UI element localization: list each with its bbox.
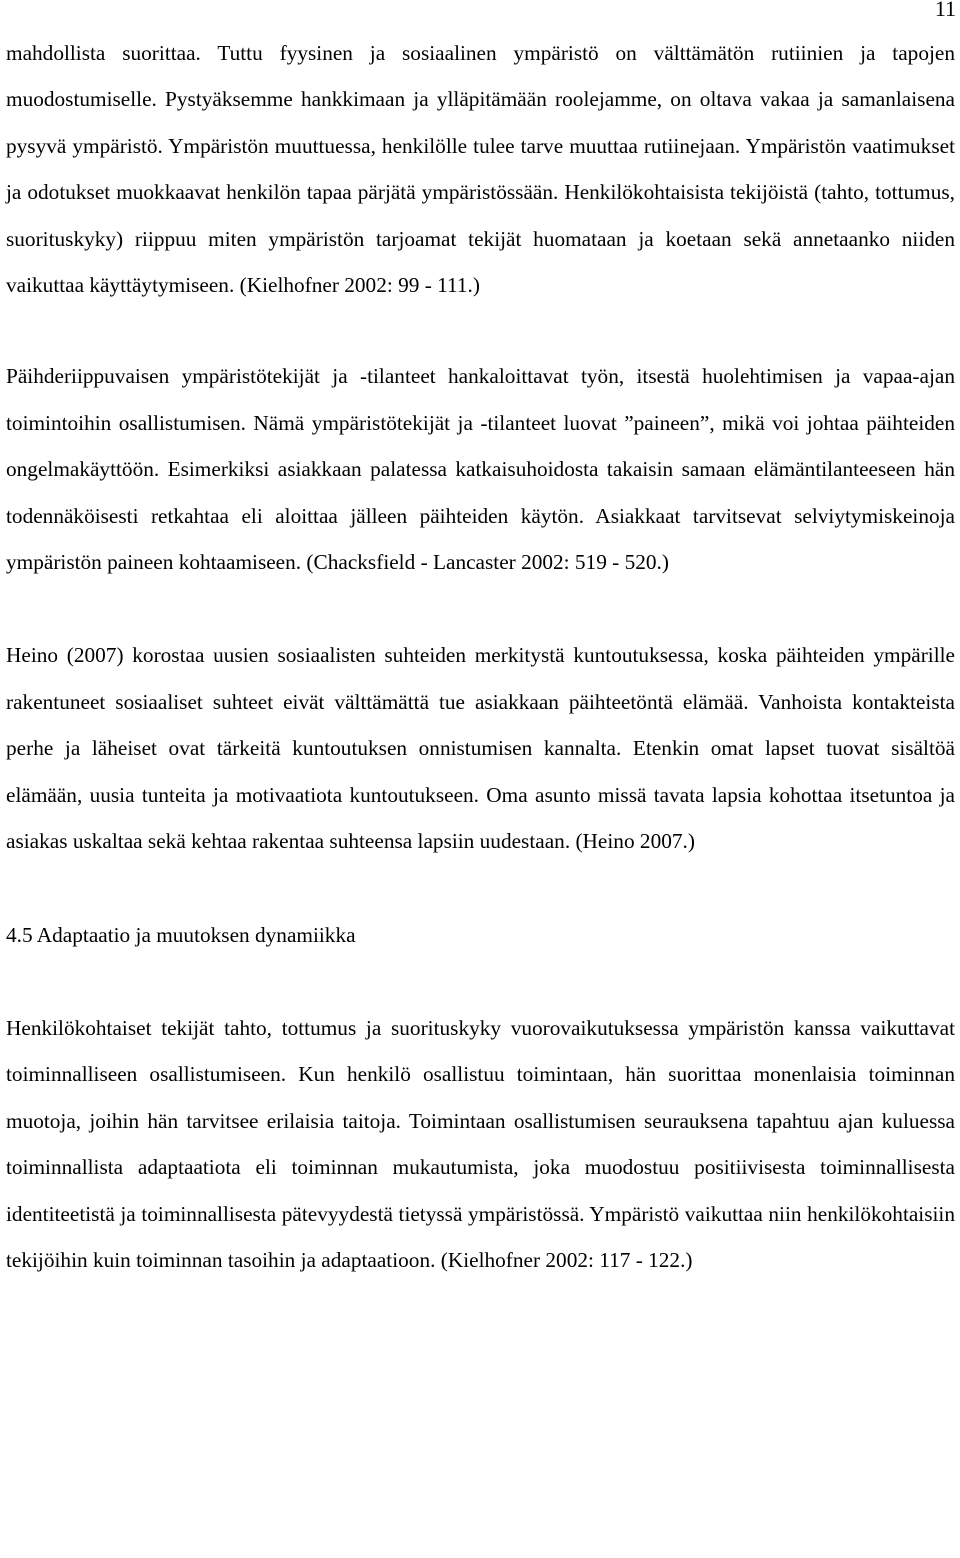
paragraph-adaptation: Henkilökohtaiset tekijät tahto, tottumus ja suorituskyky vuorovaikutuksessa ympäristön kanssa vaikuttavat toiminnalliseen osallistumiseen. Kun henkilö osallistuu toimintaan, hän suorittaa monenlaisia toiminnan muotoja, joihin hän tarvitsee erilaisia taitoja. Toimintaan osallistumisen seurauksena tapahtuu ajan kuluessa toiminnallista adaptaatiota eli toiminnan mukautumista, joka muodostuu positiivisesta toiminnallisesta identiteetistä ja toiminnallisesta pätevyydestä tietyssä ympäristössä. Ympäristö vaikuttaa niin henkilökohtaisiin tekijöihin kuin toiminnan tasoihin ja adaptaatioon. (Kielhofner 2002: 117 - 122.) [6, 1015, 955, 1272]
paragraph-substance-environment: Päihderiippuvaisen ympäristötekijät ja -tilanteet hankaloittavat työn, itsestä huolehtimisen ja vapaa-ajan toimintoihin osallistumisen. Nämä ympäristötekijät ja -tilanteet luovat ”paineen”, mikä voi johtaa päihteiden ongelmakäyttöön. Esimerkiksi asiakkaan palatessa katkaisuhoidosta takaisin samaan elämäntilanteeseen hän todennäköisesti retkahtaa eli aloittaa jälleen päihteiden käytön. Asiakkaat tarvitsevat selviytymiskeinoja ympäristön paineen kohtaamiseen. (Chacksfield - Lancaster 2002: 519 - 520.) [6, 364, 955, 575]
paragraph-social-relations: Heino (2007) korostaa uusien sosiaalisten suhteiden merkitystä kuntoutuksessa, koska päihteiden ympärille rakentuneet sosiaaliset suhteet eivät välttämättä tue asiakkaan päihteetöntä elämää. Vanhoista kontakteista perhe ja läheiset ovat tärkeitä kuntoutuksen onnistumisen kannalta. Etenkin omat lapset tuovat sisältöä elämään, uusia tunteita ja motivaatiota kuntoutukseen. Oma asunto missä tavata lapsia kohottaa itsetuntoa ja asiakas uskaltaa sekä kehtaa rakentaa suhteensa lapsiin uudestaan. (Heino 2007.) [6, 643, 955, 854]
section-heading: 4.5 Adaptaatio ja muutoksen dynamiikka [6, 922, 356, 947]
page-number: 11 [934, 0, 956, 21]
document-body [6, 30, 955, 1283]
paragraph-environment-routines: mahdollista suorittaa. Tuttu fyysinen ja sosiaalinen ympäristö on välttämätön rutiinien ja tapojen muodostumiselle. Pystyäksemme hankkimaan ja ylläpitämään roolejamme, on oltava vakaa ja samanlaisena pysyvä ympäristö. Ympäristön muuttuessa, henkilölle tulee tarve muuttaa rutiinejaan. Ympäristön vaatimukset ja odotukset muokkaavat henkilön tapaa pärjätä ympäristössään. Henkilökohtaisista tekijöistä (tahto, tottumus, suorituskyky) riippuu miten ympäristön tarjoamat tekijät huomataan ja koetaan sekä annetaanko niiden vaikuttaa käyttäytymiseen. (Kielhofner 2002: 99 - 111.) [6, 41, 955, 298]
